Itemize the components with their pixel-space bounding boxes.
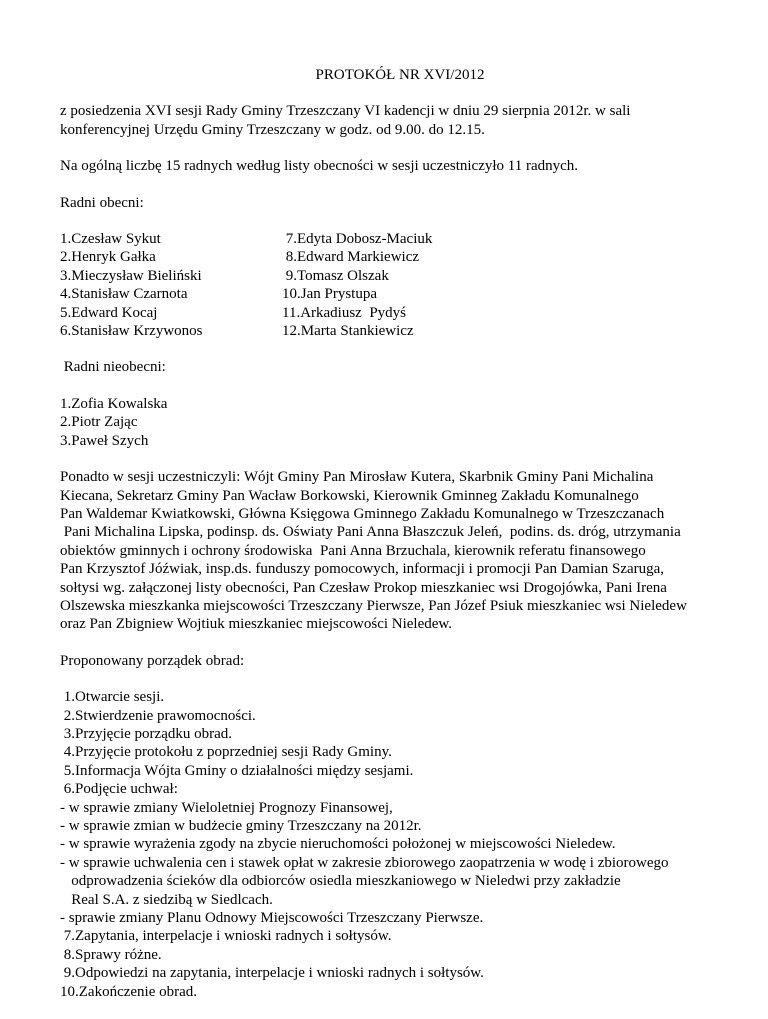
page-title: PROTOKÓŁ NR XVI/2012: [315, 67, 485, 83]
present-councillors-list: [60, 230, 740, 340]
agenda-item: 10.Zakończenie obrad.: [60, 983, 198, 1000]
list-item: 11.Arkadiusz Pydyś: [282, 304, 407, 321]
agenda-item: Real S.A. z siedzibą w Siedlcach.: [60, 891, 273, 908]
intro-paragraph: [60, 102, 740, 139]
agenda-item: - sprawie zmiany Planu Odnowy Miejscowości Trzeszczany Pierwsze.: [60, 910, 484, 927]
intro-line: z posiedzenia XVI sesji Rady Gminy Trzeszczany VI kadencji w dniu 29 sierpnia 2012r. w sali: [60, 103, 631, 120]
list-item: 1.Zofia Kowalska: [60, 395, 168, 412]
agenda-item: 2.Stwierdzenie prawomocności.: [60, 707, 256, 724]
agenda-item: 4.Przyjęcie protokołu z poprzedniej sesji Rady Gminy.: [60, 744, 392, 761]
agenda-item: 3.Przyjęcie porządku obrad.: [60, 725, 233, 742]
list-item: 7.Edyta Dobosz-Maciuk: [282, 231, 433, 248]
attendance-statement: Na ogólną liczbę 15 radnych według listy obecności w sesji uczestniczyło 11 radnych.: [60, 158, 579, 175]
guests-line: Ponadto w sesji uczestniczyli: Wójt Gminy Pan Mirosław Kutera, Skarbnik Gminy Pani Michalina: [60, 469, 654, 486]
present-list-left: [60, 230, 282, 340]
document-page: [60, 66, 740, 1019]
intro-line: konferencyjnej Urzędu Gminy Trzeszczany w godz. od 9.00. do 12.15.: [60, 121, 485, 138]
absent-councillors-list: [60, 395, 740, 450]
guests-line: Kiecana, Sekretarz Gminy Pan Wacław Borkowski, Kierownik Gminneg Zakładu Komunalnego: [60, 487, 639, 504]
guests-line: sołtysi wg. załączonej listy obecności, Pan Czesław Prokop mieszkaniec wsi Drogojówka, Pani Irena: [60, 579, 667, 596]
agenda-item: - w sprawie uchwalenia cen i stawek opłat w zakresie zbiorowego zaopatrzenia w wodę i zbiorowego: [60, 854, 669, 871]
agenda-item: odprowadzenia ścieków dla odbiorców osiedla mieszkaniowego w Nieledwi przy zakładzie: [60, 873, 621, 890]
agenda-item: 7.Zapytania, interpelacje i wnioski radnych i sołtysów.: [60, 928, 392, 945]
agenda-item: 8.Sprawy różne.: [60, 946, 162, 963]
agenda-item: 6.Podjęcie uchwał:: [60, 781, 178, 798]
list-item: 10.Jan Prystupa: [282, 286, 377, 303]
agenda-list: [60, 688, 740, 1001]
agenda-item: 1.Otwarcie sesji.: [60, 689, 165, 706]
agenda-item: - w sprawie wyrażenia zgody na zbycie nieruchomości położonej w miejscowości Nieledew.: [60, 836, 616, 853]
list-item: 8.Edward Markiewicz: [282, 249, 420, 266]
absent-heading: Radni nieobecni:: [60, 359, 166, 376]
present-list-right: [282, 230, 612, 340]
guests-line: oraz Pan Zbigniew Wojtiuk mieszkaniec miejscowości Nieledew.: [60, 616, 453, 633]
agenda-item: 9.Odpowiedzi na zapytania, interpelacje i wnioski radnych i sołtysów.: [60, 965, 484, 982]
present-heading: Radni obecni:: [60, 194, 144, 211]
agenda-item: - w sprawie zmian w budżecie gminy Trzeszczany na 2012r.: [60, 818, 422, 834]
guests-line: Olszewska mieszkanka miejscowości Trzeszczany Pierwsze, Pan Józef Psiuk mieszkaniec wsi Nieledew: [60, 597, 687, 614]
agenda-heading: Proponowany porządek obrad:: [60, 652, 245, 669]
guests-line: Pan Waldemar Kwiatkowski, Główna Księgowa Gminnego Zakładu Komunalnego w Trzeszczanach: [60, 505, 665, 522]
list-item: 1.Czesław Sykut: [60, 231, 161, 248]
list-item: 2.Henryk Gałka: [60, 249, 156, 266]
guests-line: Pan Krzysztof Jóźwiak, insp.ds. funduszy pomocowych, informacji i promocji Pan Damian Szaruga,: [60, 561, 665, 578]
list-item: 3.Mieczysław Bieliński: [60, 267, 202, 284]
guests-paragraph: [60, 468, 740, 634]
agenda-item: - w sprawie zmiany Wieloletniej Prognozy Finansowej,: [60, 799, 393, 816]
agenda-item: 5.Informacja Wójta Gminy o działalności między sesjami.: [60, 762, 414, 779]
list-item: 5.Edward Kocaj: [60, 304, 158, 321]
guests-line: obiektów gminnych i ochrony środowiska Pani Anna Brzuchala, kierownik referatu finansowego: [60, 542, 646, 559]
list-item: 4.Stanisław Czarnota: [60, 286, 188, 303]
list-item: 6.Stanisław Krzywonos: [60, 323, 203, 340]
list-item: 12.Marta Stankiewicz: [282, 323, 414, 340]
list-item: 3.Paweł Szych: [60, 432, 149, 449]
guests-line: Pani Michalina Lipska, podinsp. ds. Oświaty Pani Anna Błaszczuk Jeleń, podins. ds. dróg, utrzymania: [60, 524, 681, 541]
list-item: 2.Piotr Zając: [60, 414, 138, 431]
list-item: 9.Tomasz Olszak: [282, 267, 389, 284]
